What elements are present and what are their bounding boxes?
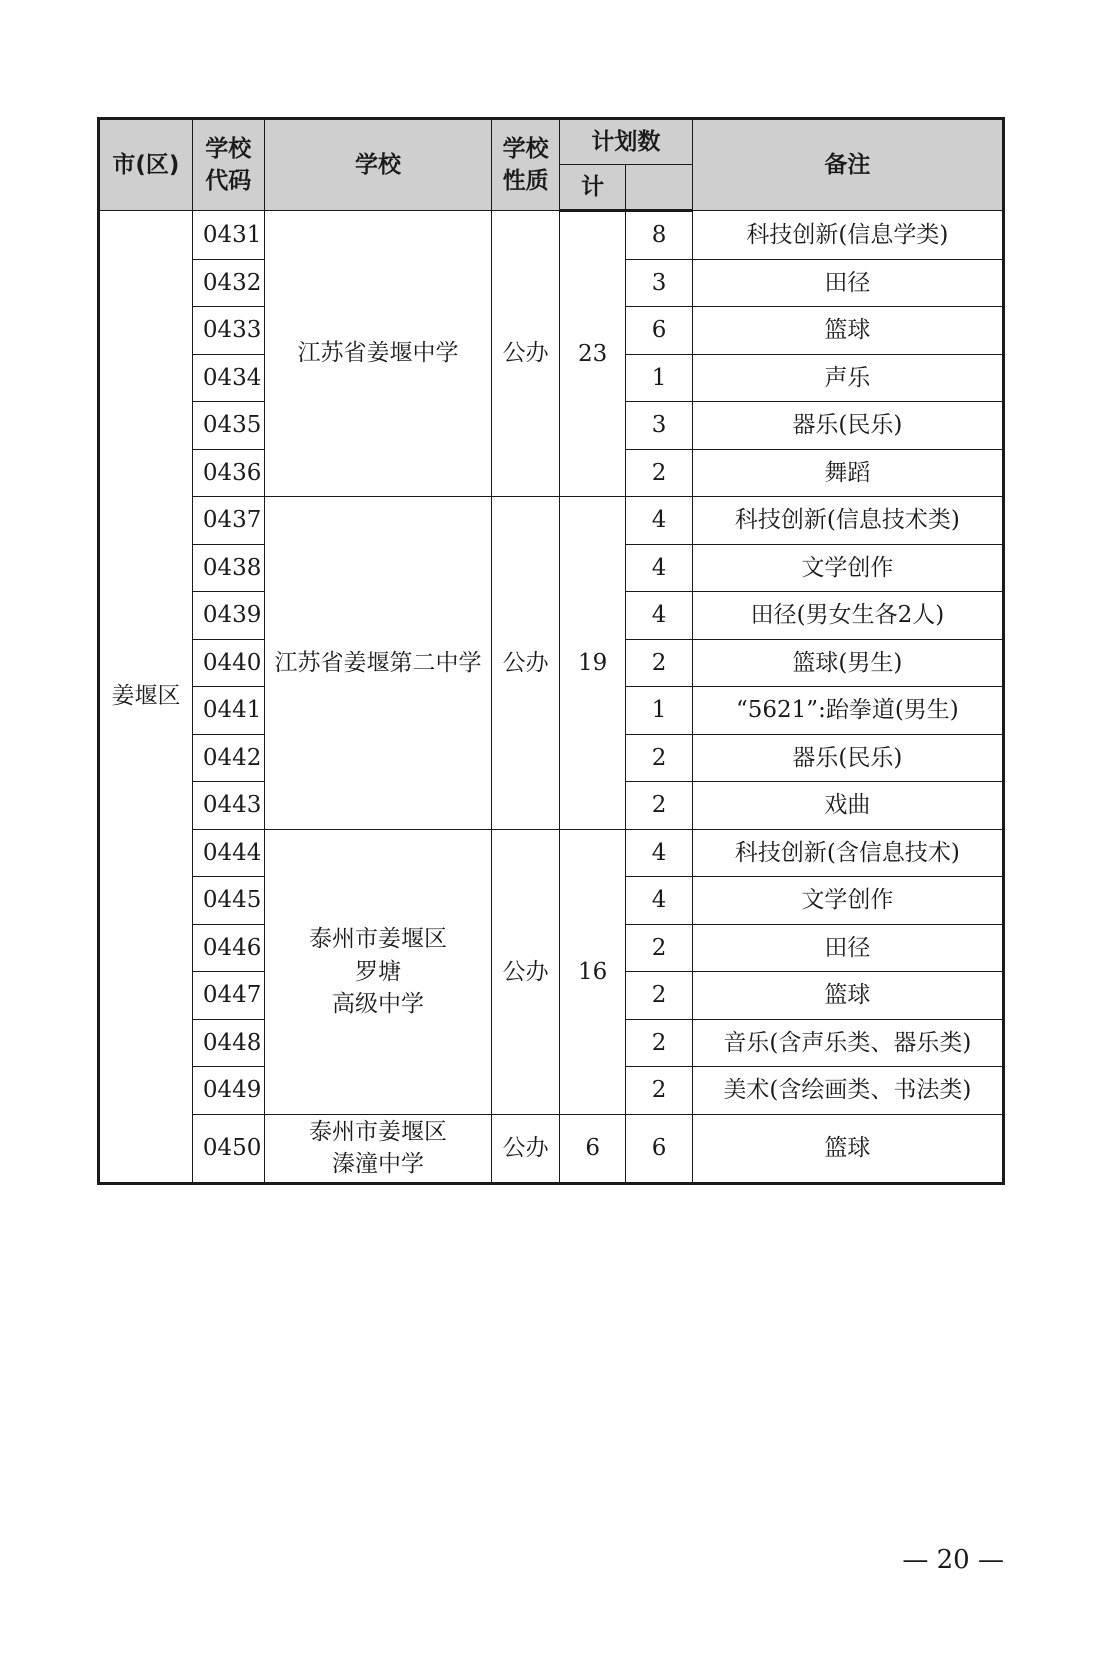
remark-cell: 舞蹈 xyxy=(692,449,1003,497)
school-code-cell: 0435 xyxy=(192,402,264,450)
plan-count-cell: 3 xyxy=(626,259,692,307)
table-row xyxy=(99,497,1004,545)
school-code-cell: 0447 xyxy=(192,972,264,1020)
remark-cell: 器乐(民乐) xyxy=(692,734,1003,782)
plan-total-cell: 23 xyxy=(559,211,625,497)
school-code-cell: 0449 xyxy=(192,1067,264,1115)
school-code-cell: 0440 xyxy=(192,639,264,687)
remark-cell: 科技创新(信息技术类) xyxy=(692,497,1003,545)
plan-total-cell: 6 xyxy=(559,1114,625,1183)
district-cell: 姜堰区 xyxy=(99,211,193,1184)
remark-cell: 器乐(民乐) xyxy=(692,402,1003,450)
school-code-cell: 0433 xyxy=(192,307,264,355)
plan-count-cell: 2 xyxy=(626,734,692,782)
plan-count-cell: 4 xyxy=(626,877,692,925)
plan-count-cell: 8 xyxy=(626,211,692,260)
plan-count-cell: 2 xyxy=(626,924,692,972)
remark-cell: 声乐 xyxy=(692,354,1003,402)
header-district: 市(区) xyxy=(99,119,193,211)
header-plan-total: 计 xyxy=(559,165,625,211)
school-code-cell: 0444 xyxy=(192,829,264,877)
school-code-cell: 0441 xyxy=(192,687,264,735)
school-code-cell: 0448 xyxy=(192,1019,264,1067)
header-school: 学校 xyxy=(264,119,492,211)
plan-count-cell: 6 xyxy=(626,307,692,355)
remark-cell: 篮球 xyxy=(692,972,1003,1020)
school-name-line: 江苏省姜堰第二中学 xyxy=(274,649,482,676)
remark-cell: 文学创作 xyxy=(692,544,1003,592)
remark-cell: 篮球 xyxy=(692,307,1003,355)
remark-cell: 文学创作 xyxy=(692,877,1003,925)
plan-count-cell: 1 xyxy=(626,687,692,735)
remark-cell: “5621”:跆拳道(男生) xyxy=(692,687,1003,735)
school-code-cell: 0432 xyxy=(192,259,264,307)
school-name-line: 泰州市姜堰区 xyxy=(309,926,447,953)
plan-count-cell: 6 xyxy=(626,1114,692,1183)
school-name-line: 罗塘 xyxy=(355,958,401,985)
header-plan-sub xyxy=(626,165,692,211)
table-body xyxy=(99,211,1004,1184)
school-code-cell: 0434 xyxy=(192,354,264,402)
plan-count-cell: 3 xyxy=(626,402,692,450)
school-code-cell: 0439 xyxy=(192,592,264,640)
plan-count-cell: 2 xyxy=(626,449,692,497)
school-name-line: 高级中学 xyxy=(332,990,424,1017)
remark-cell: 篮球(男生) xyxy=(692,639,1003,687)
school-code-cell: 0431 xyxy=(192,211,264,260)
header-school-nature: 学校 性质 xyxy=(492,119,560,211)
school-code-cell: 0445 xyxy=(192,877,264,925)
school-name-line: 泰州市姜堰区 xyxy=(309,1119,447,1146)
school-nature-cell: 公办 xyxy=(492,497,560,830)
plan-count-cell: 4 xyxy=(626,829,692,877)
table-row xyxy=(99,211,1004,260)
remark-cell: 田径 xyxy=(692,259,1003,307)
plan-count-cell: 4 xyxy=(626,497,692,545)
plan-count-cell: 2 xyxy=(626,1067,692,1115)
remark-cell: 美术(含绘画类、书法类) xyxy=(692,1067,1003,1115)
school-name-line: 江苏省姜堰中学 xyxy=(297,340,459,367)
school-code-cell: 0437 xyxy=(192,497,264,545)
school-code-cell: 0442 xyxy=(192,734,264,782)
remark-cell: 田径(男女生各2人) xyxy=(692,592,1003,640)
school-name-line: 溱潼中学 xyxy=(332,1151,424,1178)
school-name-cell xyxy=(264,211,492,497)
plan-count-cell: 2 xyxy=(626,782,692,830)
school-code-cell: 0450 xyxy=(192,1114,264,1183)
remark-cell: 戏曲 xyxy=(692,782,1003,830)
header-remark: 备注 xyxy=(692,119,1003,211)
plan-count-cell: 1 xyxy=(626,354,692,402)
plan-count-cell: 2 xyxy=(626,1019,692,1067)
remark-cell: 音乐(含声乐类、器乐类) xyxy=(692,1019,1003,1067)
school-name-cell xyxy=(264,497,492,830)
school-code-cell: 0443 xyxy=(192,782,264,830)
school-nature-cell: 公办 xyxy=(492,829,560,1114)
plan-count-cell: 4 xyxy=(626,544,692,592)
remark-cell: 科技创新(信息学类) xyxy=(692,211,1003,260)
plan-count-cell: 2 xyxy=(626,639,692,687)
school-name-cell xyxy=(264,1114,492,1183)
school-code-cell: 0438 xyxy=(192,544,264,592)
school-nature-cell: 公办 xyxy=(492,1114,560,1183)
enrollment-plan-table xyxy=(97,117,1005,1185)
remark-cell: 科技创新(含信息技术) xyxy=(692,829,1003,877)
plan-total-cell: 16 xyxy=(559,829,625,1114)
remark-cell: 田径 xyxy=(692,924,1003,972)
remark-cell: 篮球 xyxy=(692,1114,1003,1183)
school-code-cell: 0436 xyxy=(192,449,264,497)
table-row xyxy=(99,1114,1004,1183)
plan-count-cell: 2 xyxy=(626,972,692,1020)
header-school-code: 学校 代码 xyxy=(192,119,264,211)
plan-total-cell: 19 xyxy=(559,497,625,830)
header-plan-count: 计划数 xyxy=(559,119,692,165)
plan-count-cell: 4 xyxy=(626,592,692,640)
school-name-cell xyxy=(264,829,492,1114)
page-number: — 20 — xyxy=(902,1545,1004,1575)
school-nature-cell: 公办 xyxy=(492,211,560,497)
school-code-cell: 0446 xyxy=(192,924,264,972)
table-row xyxy=(99,829,1004,877)
table-header xyxy=(99,119,1004,211)
